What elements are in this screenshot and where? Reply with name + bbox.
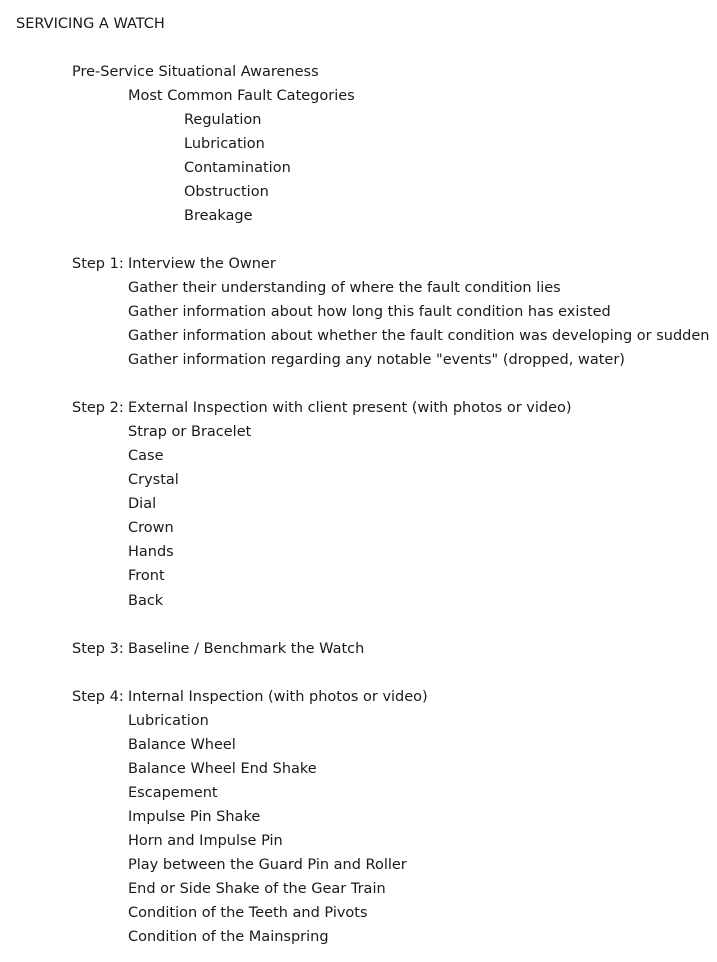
step-item: Condition of the Mainspring <box>128 929 329 945</box>
step-label: Step 4: <box>72 689 124 705</box>
step-item: Lubrication <box>128 713 209 729</box>
pre-service-heading: Pre-Service Situational Awareness <box>72 64 319 80</box>
step-item: Crown <box>128 520 174 536</box>
fault-categories-heading: Most Common Fault Categories <box>128 88 355 104</box>
step-label: Step 2: <box>72 400 124 416</box>
fault-category-item: Lubrication <box>184 136 265 152</box>
fault-category-item: Obstruction <box>184 184 269 200</box>
step-item: Crystal <box>128 472 179 488</box>
step-item: Horn and Impulse Pin <box>128 833 283 849</box>
step-item: Gather information about whether the fault condition was developing or sudden <box>128 328 710 344</box>
step-item: Case <box>128 448 164 464</box>
step-item: Gather information regarding any notable "events" (dropped, water) <box>128 352 625 368</box>
step-item: Strap or Bracelet <box>128 424 252 440</box>
step-title: Internal Inspection (with photos or video) <box>128 689 428 705</box>
step-item: Hands <box>128 544 174 560</box>
step-item: Play between the Guard Pin and Roller <box>128 857 407 873</box>
step-3-heading <box>72 639 364 659</box>
step-item: Escapement <box>128 785 218 801</box>
step-item: Gather their understanding of where the fault condition lies <box>128 280 561 296</box>
fault-category-item: Contamination <box>184 160 291 176</box>
step-item: Condition of the Teeth and Pivots <box>128 905 368 921</box>
step-item: End or Side Shake of the Gear Train <box>128 881 386 897</box>
step-label: Step 1: <box>72 256 124 272</box>
step-4-heading <box>72 687 428 707</box>
step-2-heading <box>72 398 572 418</box>
fault-category-item: Breakage <box>184 208 253 224</box>
step-1-heading <box>72 254 276 274</box>
fault-category-item: Regulation <box>184 112 262 128</box>
step-item: Back <box>128 593 164 609</box>
step-title: Baseline / Benchmark the Watch <box>128 641 365 657</box>
step-item: Dial <box>128 496 157 512</box>
step-item: Impulse Pin Shake <box>128 809 261 825</box>
step-item: Balance Wheel <box>128 737 236 753</box>
document-title: SERVICING A WATCH <box>16 16 165 32</box>
step-item: Balance Wheel End Shake <box>128 761 317 777</box>
step-title: External Inspection with client present (with photos or video) <box>128 400 572 416</box>
step-title: Interview the Owner <box>128 256 276 272</box>
step-label: Step 3: <box>72 641 124 657</box>
step-item: Front <box>128 568 165 584</box>
step-item: Gather information about how long this fault condition has existed <box>128 304 611 320</box>
